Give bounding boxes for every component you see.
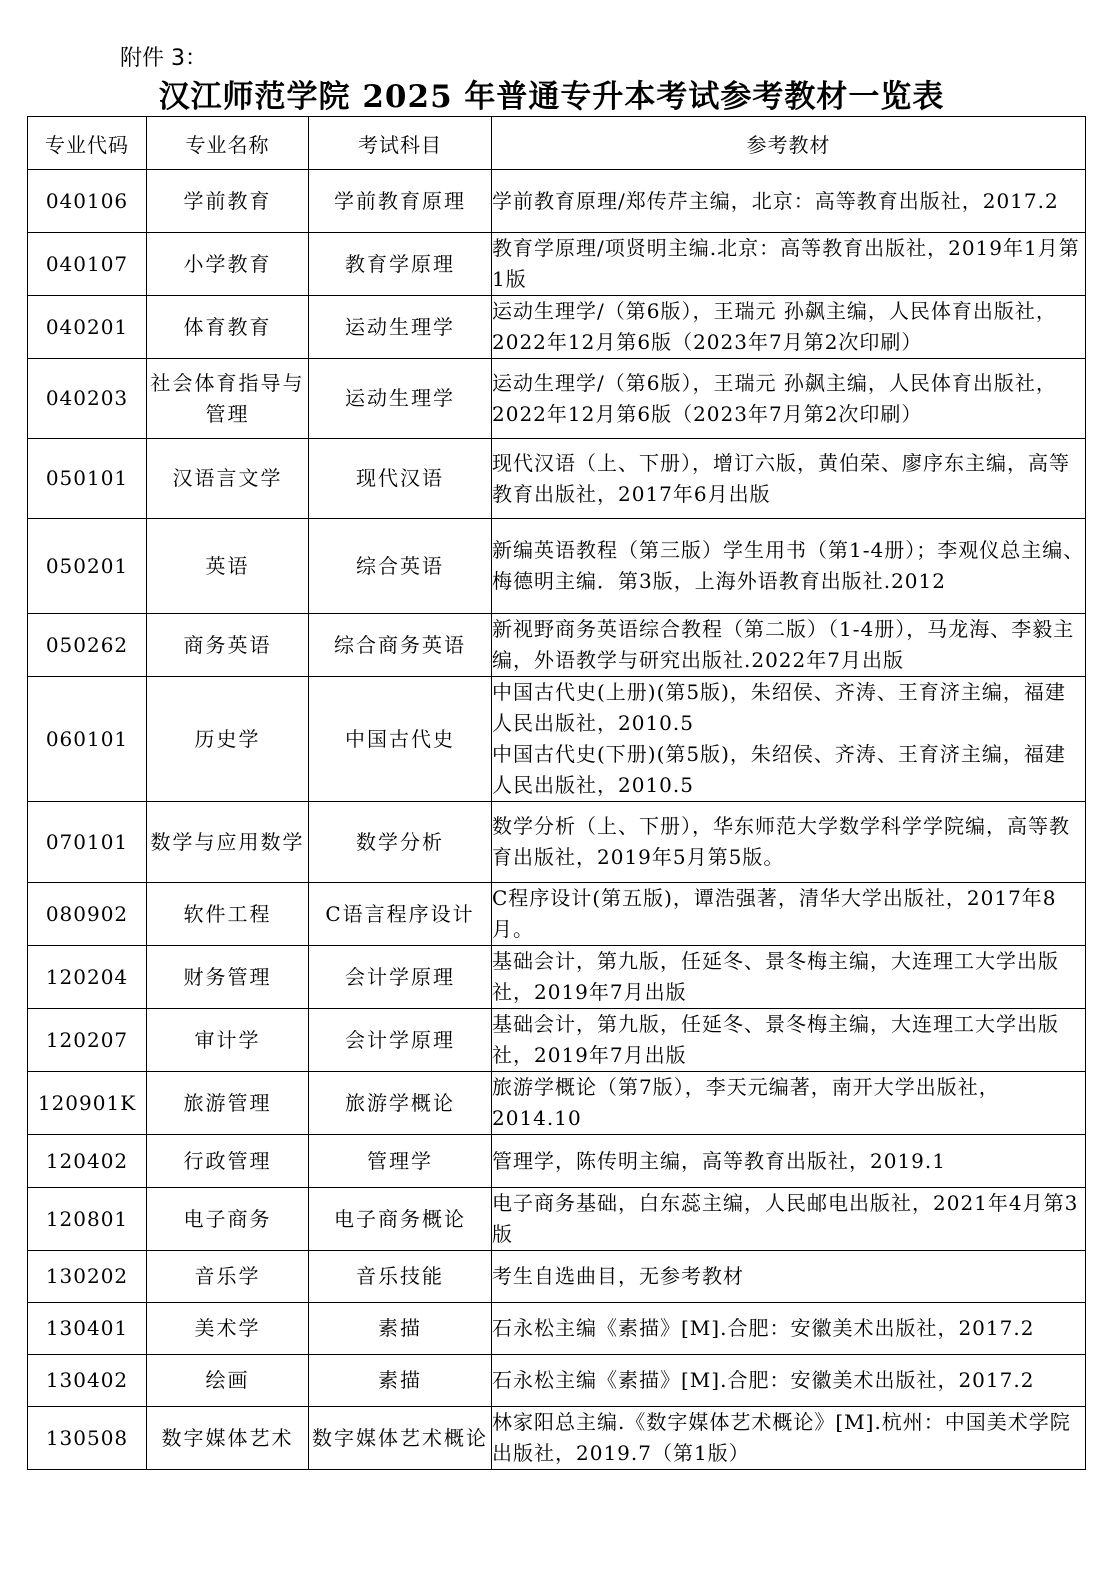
major-code-cell: 040201 <box>28 296 147 359</box>
major-name-cell: 美术学 <box>147 1303 309 1355</box>
textbook-cell <box>492 1251 1086 1303</box>
major-code-cell: 080902 <box>28 883 147 946</box>
textbook-entry: C程序设计(第五版)，谭浩强著，清华大学出版社，2017年8月。 <box>492 886 1057 941</box>
major-name-cell: 数字媒体艺术 <box>147 1407 309 1470</box>
textbook-cell <box>492 1072 1086 1135</box>
table-row <box>28 296 1086 359</box>
table-row <box>28 802 1086 883</box>
major-name-cell: 绘画 <box>147 1355 309 1407</box>
attachment-label: 附件 3： <box>120 46 207 71</box>
major-code-cell: 130401 <box>28 1303 147 1355</box>
major-name-cell: 小学教育 <box>147 233 309 296</box>
major-code-cell: 130202 <box>28 1251 147 1303</box>
textbook-entry: 电子商务基础，白东蕊主编，人民邮电出版社，2021年4月第3版 <box>492 1191 1079 1246</box>
table-row <box>28 1135 1086 1188</box>
major-name-cell: 旅游管理 <box>147 1072 309 1135</box>
exam-subject-cell: 运动生理学 <box>309 359 492 439</box>
major-code-cell: 120801 <box>28 1188 147 1251</box>
header-major: 专业名称 <box>147 117 309 170</box>
exam-subject-cell: 现代汉语 <box>309 439 492 519</box>
major-name-cell: 社会体育指导与管理 <box>147 359 309 439</box>
table-row <box>28 1072 1086 1135</box>
major-code-cell: 050201 <box>28 519 147 614</box>
textbook-cell <box>492 1135 1086 1188</box>
table-row <box>28 519 1086 614</box>
table-body <box>28 170 1086 1470</box>
major-code-cell: 120207 <box>28 1009 147 1072</box>
document-title: 汉江师范学院 2025 年普通专升本考试参考教材一览表 <box>158 79 945 115</box>
header-subject: 考试科目 <box>309 117 492 170</box>
textbook-cell <box>492 1355 1086 1407</box>
major-name-cell: 商务英语 <box>147 614 309 677</box>
exam-subject-cell: 电子商务概论 <box>309 1188 492 1251</box>
exam-subject-cell: 综合英语 <box>309 519 492 614</box>
exam-subject-cell: 中国古代史 <box>309 677 492 802</box>
major-code-cell: 120901K <box>28 1072 147 1135</box>
major-code-cell: 120402 <box>28 1135 147 1188</box>
table-row <box>28 1251 1086 1303</box>
table-row <box>28 1303 1086 1355</box>
textbook-cell <box>492 359 1086 439</box>
major-code-cell: 120204 <box>28 946 147 1009</box>
textbook-cell <box>492 883 1086 946</box>
major-name-cell: 学前教育 <box>147 170 309 233</box>
major-code-cell: 050101 <box>28 439 147 519</box>
textbook-entry: 管理学，陈传明主编，高等教育出版社，2019.1 <box>492 1148 946 1173</box>
exam-subject-cell: 数字媒体艺术概论 <box>309 1407 492 1470</box>
table-row <box>28 1407 1086 1470</box>
major-code-cell: 130508 <box>28 1407 147 1470</box>
major-name-cell: 审计学 <box>147 1009 309 1072</box>
table-row <box>28 1355 1086 1407</box>
major-name-cell: 汉语言文学 <box>147 439 309 519</box>
textbook-cell <box>492 677 1086 802</box>
textbook-entry: 运动生理学/（第6版），王瑞元 孙飙主编，人民体育出版社，2022年12月第6版（2023年7月第2次印刷） <box>492 370 1057 426</box>
exam-subject-cell: C语言程序设计 <box>309 883 492 946</box>
table-row <box>28 359 1086 439</box>
major-code-cell: 040107 <box>28 233 147 296</box>
exam-subject-cell: 素描 <box>309 1355 492 1407</box>
exam-subject-cell: 综合商务英语 <box>309 614 492 677</box>
textbook-entry: 新编英语教程（第三版）学生用书（第1-4册）；李观仪总主编、梅德明主编．第3版，上海外语教育出版社.2012 <box>492 538 1085 593</box>
textbook-cell <box>492 170 1086 233</box>
table-row <box>28 677 1086 802</box>
table-row <box>28 439 1086 519</box>
major-name-cell: 财务管理 <box>147 946 309 1009</box>
textbook-entry: 林家阳总主编.《数字媒体艺术概论》[M].杭州：中国美术学院出版社，2019.7（第1版） <box>492 1410 1071 1465</box>
textbook-cell <box>492 802 1086 883</box>
table-row <box>28 883 1086 946</box>
textbook-cell <box>492 233 1086 296</box>
exam-subject-cell: 学前教育原理 <box>309 170 492 233</box>
textbook-entry: 旅游学概论（第7版），李天元编著，南开大学出版社，2014.10 <box>492 1075 1000 1130</box>
textbook-entry: 石永松主编《素描》[M].合肥：安徽美术出版社，2017.2 <box>492 1368 1035 1392</box>
exam-subject-cell: 数学分析 <box>309 802 492 883</box>
table-row <box>28 233 1086 296</box>
major-name-cell: 历史学 <box>147 677 309 802</box>
textbook-entry: 教育学原理/项贤明主编.北京：高等教育出版社，2019年1月第1版 <box>492 236 1080 291</box>
table-row <box>28 1188 1086 1251</box>
textbook-cell <box>492 1188 1086 1251</box>
header-textbook: 参考教材 <box>492 117 1086 170</box>
major-name-cell: 电子商务 <box>147 1188 309 1251</box>
textbook-entry: 学前教育原理/郑传芹主编，北京：高等教育出版社，2017.2 <box>492 188 1059 213</box>
table-row <box>28 1009 1086 1072</box>
major-code-cell: 130402 <box>28 1355 147 1407</box>
major-name-cell: 软件工程 <box>147 883 309 946</box>
textbook-entry: 运动生理学/（第6版），王瑞元 孙飙主编，人民体育出版社，2022年12月第6版（2023年7月第2次印刷） <box>492 299 1057 354</box>
exam-subject-cell: 素描 <box>309 1303 492 1355</box>
textbook-entry: 考生自选曲目，无参考教材 <box>492 1264 744 1288</box>
exam-subject-cell: 旅游学概论 <box>309 1072 492 1135</box>
textbook-cell <box>492 1407 1086 1470</box>
exam-subject-cell: 会计学原理 <box>309 946 492 1009</box>
textbook-entry: 中国古代史(上册)(第5版)，朱绍侯、齐涛、王育济主编，福建人民出版社，2010.5 <box>492 680 1066 735</box>
textbook-cell <box>492 519 1086 614</box>
exam-subject-cell: 教育学原理 <box>309 233 492 296</box>
table-row <box>28 946 1086 1009</box>
major-code-cell: 040203 <box>28 359 147 439</box>
textbook-cell <box>492 439 1086 519</box>
textbook-cell <box>492 946 1086 1009</box>
major-code-cell: 040106 <box>28 170 147 233</box>
major-code-cell: 050262 <box>28 614 147 677</box>
exam-subject-cell: 运动生理学 <box>309 296 492 359</box>
textbook-cell <box>492 614 1086 677</box>
major-name-cell: 体育教育 <box>147 296 309 359</box>
major-name-cell: 音乐学 <box>147 1251 309 1303</box>
textbook-entry: 数学分析（上、下册），华东师范大学数学科学学院编，高等教育出版社，2019年5月第5版。 <box>492 814 1070 869</box>
textbook-entry: 基础会计，第九版，任延冬、景冬梅主编，大连理工大学出版社，2019年7月出版 <box>492 1012 1059 1067</box>
textbook-entry: 新视野商务英语综合教程（第二版）（1-4册），马龙海、李毅主编，外语教学与研究出版社.2022年7月出版 <box>492 617 1075 672</box>
exam-subject-cell: 管理学 <box>309 1135 492 1188</box>
exam-subject-cell: 音乐技能 <box>309 1251 492 1303</box>
textbook-entry: 中国古代史(下册)(第5版)，朱绍侯、齐涛、王育济主编，福建人民出版社，2010.5 <box>492 742 1066 797</box>
table-row <box>28 614 1086 677</box>
major-name-cell: 行政管理 <box>147 1135 309 1188</box>
table-row <box>28 170 1086 233</box>
table-header-row <box>28 117 1086 170</box>
textbook-table <box>27 116 1086 1470</box>
exam-subject-cell: 会计学原理 <box>309 1009 492 1072</box>
textbook-cell <box>492 1009 1086 1072</box>
major-code-cell: 070101 <box>28 802 147 883</box>
textbook-cell <box>492 1303 1086 1355</box>
header-code: 专业代码 <box>28 117 147 170</box>
major-name-cell: 英语 <box>147 519 309 614</box>
major-name-cell: 数学与应用数学 <box>147 802 309 883</box>
textbook-entry: 石永松主编《素描》[M].合肥：安徽美术出版社，2017.2 <box>492 1316 1035 1340</box>
major-code-cell: 060101 <box>28 677 147 802</box>
textbook-entry: 基础会计，第九版，任延冬、景冬梅主编，大连理工大学出版社，2019年7月出版 <box>492 949 1059 1004</box>
textbook-entry: 现代汉语（上、下册），增订六版，黄伯荣、廖序东主编，高等教育出版社，2017年6月出版 <box>492 450 1070 506</box>
textbook-cell <box>492 296 1086 359</box>
